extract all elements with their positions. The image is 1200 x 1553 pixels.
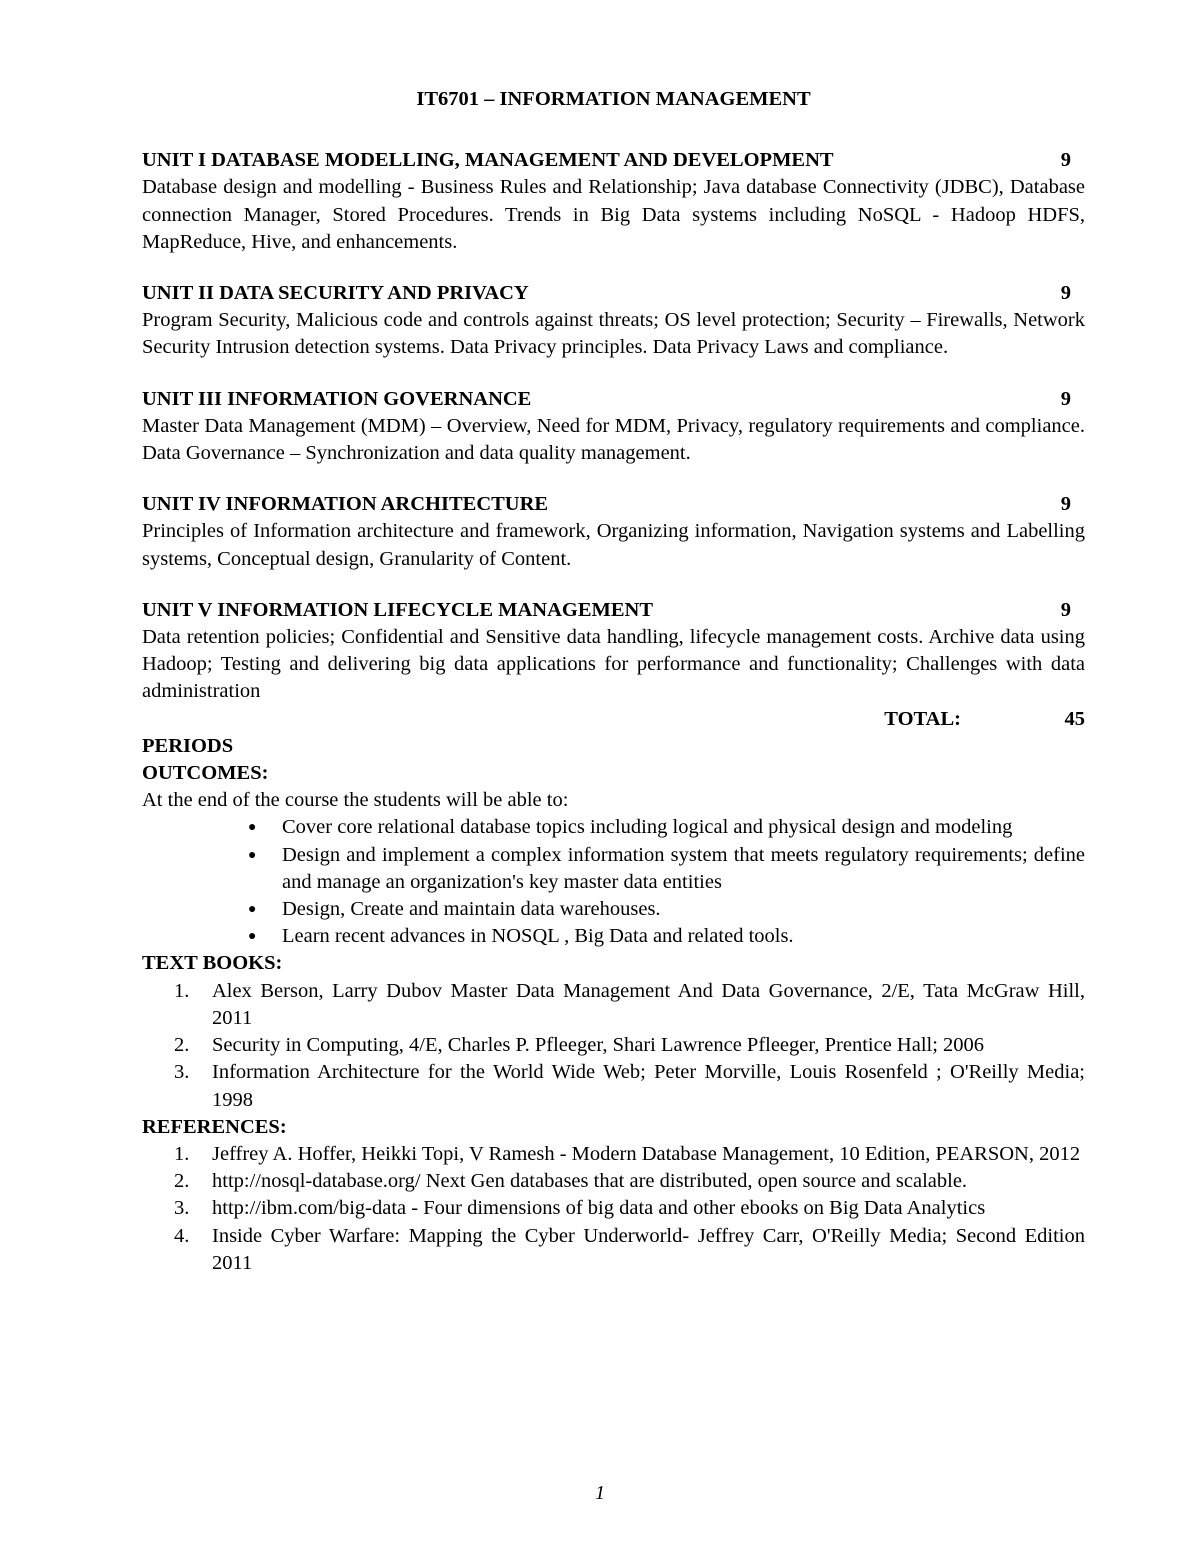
reference-citation: http://ibm.com/big-data - Four dimensions of big data and other ebooks on Big Data Analytics xyxy=(212,1197,986,1220)
outcomes-list xyxy=(142,814,1085,950)
outcome-text: Cover core relational database topics including logical and physical design and modeling xyxy=(282,816,1013,839)
unit-section xyxy=(142,280,1085,362)
item-number: 3. xyxy=(174,1061,190,1084)
list-item xyxy=(174,978,1085,1032)
list-item xyxy=(248,814,1085,841)
list-item xyxy=(174,1223,1085,1277)
unit-heading: UNIT I DATABASE MODELLING, MANAGEMENT AND DEVELOPMENT xyxy=(142,149,834,172)
unit-description: Program Security, Malicious code and controls against threats; OS level protection; Security – Firewalls, Network Security Intrusion detection systems. Data Privacy principles. Data Privacy Laws and compliance. xyxy=(142,309,1085,359)
outcome-text: Design, Create and maintain data warehouses. xyxy=(282,898,661,921)
unit-section xyxy=(142,597,1085,706)
references-heading: REFERENCES: xyxy=(142,1115,287,1138)
item-number: 1. xyxy=(174,979,190,1002)
book-citation: Alex Berson, Larry Dubov Master Data Management And Data Governance, 2/E, Tata McGraw Hill, 2011 xyxy=(212,979,1085,1029)
bullet-icon: ● xyxy=(248,820,257,836)
unit-description: Data retention policies; Confidential and Sensitive data handling, lifecycle management costs. Archive data using Hadoop; Testing and delivering big data applications for performance and functionality; Challenges with data administration xyxy=(142,626,1085,703)
bullet-icon: ● xyxy=(248,902,257,918)
reference-citation: Inside Cyber Warfare: Mapping the Cyber Underworld- Jeffrey Carr, O'Reilly Media; Second Edition 2011 xyxy=(212,1224,1085,1274)
page-number: 1 xyxy=(595,1482,605,1504)
unit-heading-row xyxy=(142,597,1085,624)
outcome-text: Design and implement a complex information system that meets regulatory requirements; define and manage an organization's key master data entities xyxy=(282,843,1085,893)
list-item xyxy=(248,842,1085,896)
unit-heading: UNIT V INFORMATION LIFECYCLE MANAGEMENT xyxy=(142,598,654,621)
reference-citation: Jeffrey A. Hoffer, Heikki Topi, V Ramesh - Modern Database Management, 10 Edition, PEARSON, 2012 xyxy=(212,1142,1081,1165)
unit-section xyxy=(142,147,1085,256)
list-item xyxy=(174,1195,1085,1222)
unit-heading-row xyxy=(142,491,1085,518)
item-number: 2. xyxy=(174,1034,190,1057)
list-item xyxy=(248,896,1085,923)
unit-heading-row xyxy=(142,386,1085,413)
reference-citation: http://nosql-database.org/ Next Gen databases that are distributed, open source and scalable. xyxy=(212,1170,968,1193)
unit-section xyxy=(142,491,1085,573)
item-number: 3. xyxy=(174,1197,190,1220)
references-list xyxy=(142,1141,1085,1277)
list-item xyxy=(174,1059,1085,1113)
outcomes-heading: OUTCOMES: xyxy=(142,762,269,785)
unit-description: Database design and modelling - Business Rules and Relationship; Java database Connectivity (JDBC), Database connection Manager, Stored Procedures. Trends in Big Data systems including NoSQL - Hadoop HDFS, MapReduce, Hive, and enhancements. xyxy=(142,176,1085,253)
unit-heading: UNIT II DATA SECURITY AND PRIVACY xyxy=(142,282,529,305)
periods-label: PERIODS xyxy=(142,734,234,757)
total-value: 45 xyxy=(1064,707,1085,730)
unit-hours: 9 xyxy=(1060,149,1071,172)
list-item xyxy=(174,1141,1085,1168)
unit-hours: 9 xyxy=(1060,387,1071,410)
outcomes-intro: At the end of the course the students will be able to: xyxy=(142,789,569,812)
unit-heading: UNIT IV INFORMATION ARCHITECTURE xyxy=(142,493,549,516)
item-number: 2. xyxy=(174,1170,190,1193)
list-item xyxy=(174,1168,1085,1195)
list-item xyxy=(248,923,1085,950)
bullet-icon: ● xyxy=(248,847,257,863)
unit-description: Principles of Information architecture and framework, Organizing information, Navigation systems and Labelling systems, Conceptual design, Granularity of Content. xyxy=(142,520,1085,570)
syllabus-content xyxy=(142,86,1085,1277)
unit-hours: 9 xyxy=(1060,282,1071,305)
unit-section xyxy=(142,386,1085,468)
outcome-text: Learn recent advances in NOSQL , Big Data and related tools. xyxy=(282,925,794,948)
document-title: IT6701 – INFORMATION MANAGEMENT xyxy=(416,88,811,110)
total-periods-row xyxy=(142,706,1085,733)
unit-hours: 9 xyxy=(1060,598,1071,621)
book-citation: Information Architecture for the World Wide Web; Peter Morville, Louis Rosenfeld ; O'Reilly Media; 1998 xyxy=(212,1061,1085,1111)
total-label: TOTAL: xyxy=(884,707,961,730)
bullet-icon: ● xyxy=(248,929,257,945)
unit-heading-row xyxy=(142,280,1085,307)
text-books-list xyxy=(142,978,1085,1114)
unit-hours: 9 xyxy=(1060,493,1071,516)
book-citation: Security in Computing, 4/E, Charles P. Pfleeger, Shari Lawrence Pfleeger, Prentice Hall; 2006 xyxy=(212,1034,985,1057)
unit-description: Master Data Management (MDM) – Overview, Need for MDM, Privacy, regulatory requirements and compliance. Data Governance – Synchronization and data quality management. xyxy=(142,414,1085,465)
unit-heading-row xyxy=(142,147,1085,174)
list-item xyxy=(174,1032,1085,1059)
item-number: 4. xyxy=(174,1224,190,1247)
unit-heading: UNIT III INFORMATION GOVERNANCE xyxy=(142,387,532,410)
text-books-heading: TEXT BOOKS: xyxy=(142,952,283,975)
item-number: 1. xyxy=(174,1142,190,1165)
